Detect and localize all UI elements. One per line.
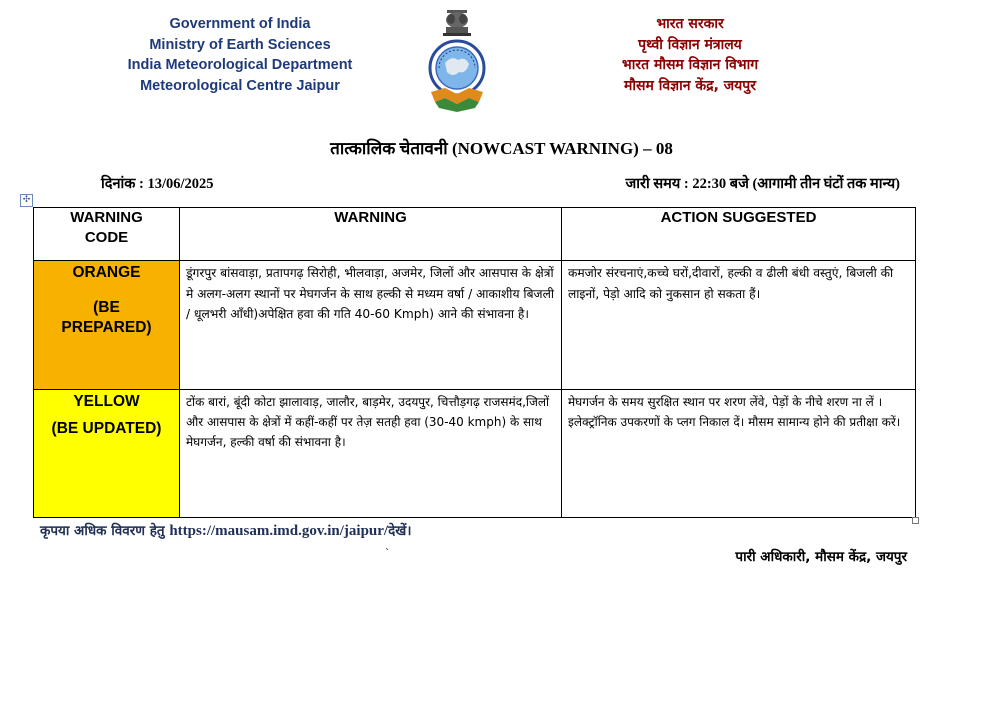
table-row <box>34 390 916 518</box>
header-en-line: Government of India <box>169 16 311 32</box>
header-action: ACTION SUGGESTED <box>562 208 916 261</box>
stray-mark: ` <box>385 548 390 559</box>
imd-jaipur-link[interactable]: https://mausam.imd.gov.in/jaipur/ <box>169 523 389 539</box>
footer-more-info <box>40 521 411 540</box>
issue-time: जारी समय : 22:30 बजे (आगामी तीन घंटों तक मान्य) <box>625 176 900 192</box>
table-resize-handle[interactable] <box>912 517 919 524</box>
code-sublabel: (BE PREPARED) <box>61 299 152 336</box>
warning-text: डूंगरपुर बांसवाड़ा, प्रतापगढ़ सिरोही, भीलवाड़ा, अजमेर, जिलों और आसपास के क्षेत्रों मे अलग-अलग स्थानों पर मेघगर्जन के साथ हल्की से मध्यम वर्षा / आकाशीय बिजली / धूलभरी आँधी)अपेक्षित हवा की गति 40-60 Kmph) आने की संभावना है। <box>180 261 562 390</box>
header-en-line: Meteorological Centre Jaipur <box>140 77 340 94</box>
page-title: तात्कालिक चेतावनी (NOWCAST WARNING) – 08 <box>330 139 673 158</box>
header-hi-line: भारत सरकार <box>656 16 724 32</box>
header-english <box>110 14 370 96</box>
issue-date: दिनांक : 13/06/2025 <box>101 176 214 192</box>
warning-text: टोंक बारां, बूंदी कोटा झालावाड़, जालौर, बाड़मेर, उदयपुर, चित्तौड़गढ़ राजसमंद,जिलों और आसपास के क्षेत्रों में कहीं-कहीं पर तेज़ सतही हवा (30-40 kmph) के साथ मेघगर्जन, हल्की वर्षा की संभावना है। <box>180 390 562 518</box>
table-row <box>34 261 916 390</box>
imd-emblem-icon <box>425 8 489 114</box>
code-cell-orange <box>34 261 180 390</box>
header-en-line: Ministry of Earth Sciences <box>149 36 331 53</box>
signature: पारी अधिकारी, मौसम केंद्र, जयपुर <box>735 549 907 565</box>
table-move-handle-icon[interactable]: ✣ <box>20 194 33 207</box>
header-hi-line: मौसम विज्ञान केंद्र, जयपुर <box>624 77 756 94</box>
header-warning-code: WARNING CODE <box>34 208 180 261</box>
action-text: मेघगर्जन के समय सुरक्षित स्थान पर शरण लेंवे, पेड़ों के नीचे शरण ना लें । इलेक्ट्रॉनिक उपकरणों के प्लग निकाल दें। मौसम सामान्य होने की प्रतीक्षा करें। <box>562 390 916 518</box>
code-label: ORANGE <box>72 264 141 281</box>
action-text: कमजोर संरचनाएं,कच्चे घरों,दीवारों, हल्की व ढीली बंधी वस्तुएं, बिजली की लाइनों, पेड़ो आदि को नुकसान हो सकता हैं। <box>562 261 916 390</box>
footer-suffix: देखें। <box>388 523 412 539</box>
code-cell-yellow <box>34 390 180 518</box>
footer-prefix: कृपया अधिक विवरण हेतु <box>40 523 165 539</box>
header-warning: WARNING <box>180 208 562 261</box>
header-hi-line: पृथ्वी विज्ञान मंत्रालय <box>638 36 742 53</box>
table-header-row <box>34 208 916 261</box>
code-sublabel: (BE UPDATED) <box>51 420 162 437</box>
header-en-line: India Meteorological Department <box>127 57 353 73</box>
warning-table <box>33 207 916 518</box>
header-hi-line: भारत मौसम विज्ञान विभाग <box>621 57 759 73</box>
header-hindi <box>575 14 805 96</box>
code-label: YELLOW <box>73 393 140 410</box>
